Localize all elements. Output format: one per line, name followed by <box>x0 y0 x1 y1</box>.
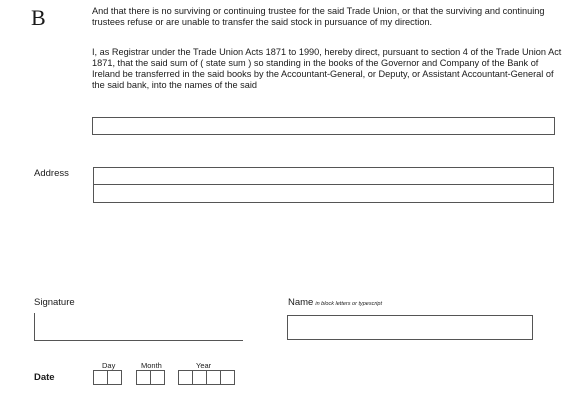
year-digit-1[interactable] <box>178 370 193 385</box>
day-label: Day <box>102 361 116 370</box>
section-letter: B <box>31 5 46 30</box>
registrar-direction-paragraph: I, as Registrar under the Trade Union Acts 1871 to 1990, hereby direct, pursuant to section 4 of the Trade Union Act 1871, that the said sum of ( state sum ) so standing in the books of the Governor and Company of the Bank of Ireland be transferred in the said books by the Accountant-General, or Deputy, or Assistant Accountant-General of the said bank, into the names of the said <box>92 47 562 90</box>
date-label: Date <box>34 372 55 383</box>
address-line-1-field[interactable] <box>93 167 554 185</box>
year-digit-2[interactable] <box>192 370 207 385</box>
day-digit-2[interactable] <box>107 370 122 385</box>
address-label: Address <box>34 168 69 179</box>
name-field[interactable] <box>287 315 533 340</box>
year-digit-3[interactable] <box>206 370 221 385</box>
year-digit-4[interactable] <box>220 370 235 385</box>
signature-field[interactable] <box>34 313 243 341</box>
year-label: Year <box>196 361 212 370</box>
month-digit-2[interactable] <box>150 370 165 385</box>
address-line-2-field[interactable] <box>93 184 554 203</box>
month-digit-1[interactable] <box>136 370 151 385</box>
month-label: Month <box>141 361 162 370</box>
name-label-text: Name <box>288 297 314 308</box>
signature-label: Signature <box>34 297 75 308</box>
name-label <box>288 297 382 310</box>
name-hint: in block letters or typescript <box>315 301 382 307</box>
day-digit-1[interactable] <box>93 370 108 385</box>
trustee-names-field[interactable] <box>92 117 555 135</box>
surviving-trustee-paragraph: And that there is no surviving or continuing trustee for the said Trade Union, or that the surviving and continuing trustees refuse or are unable to transfer the said stock in pursuance of my direction. <box>92 6 545 27</box>
